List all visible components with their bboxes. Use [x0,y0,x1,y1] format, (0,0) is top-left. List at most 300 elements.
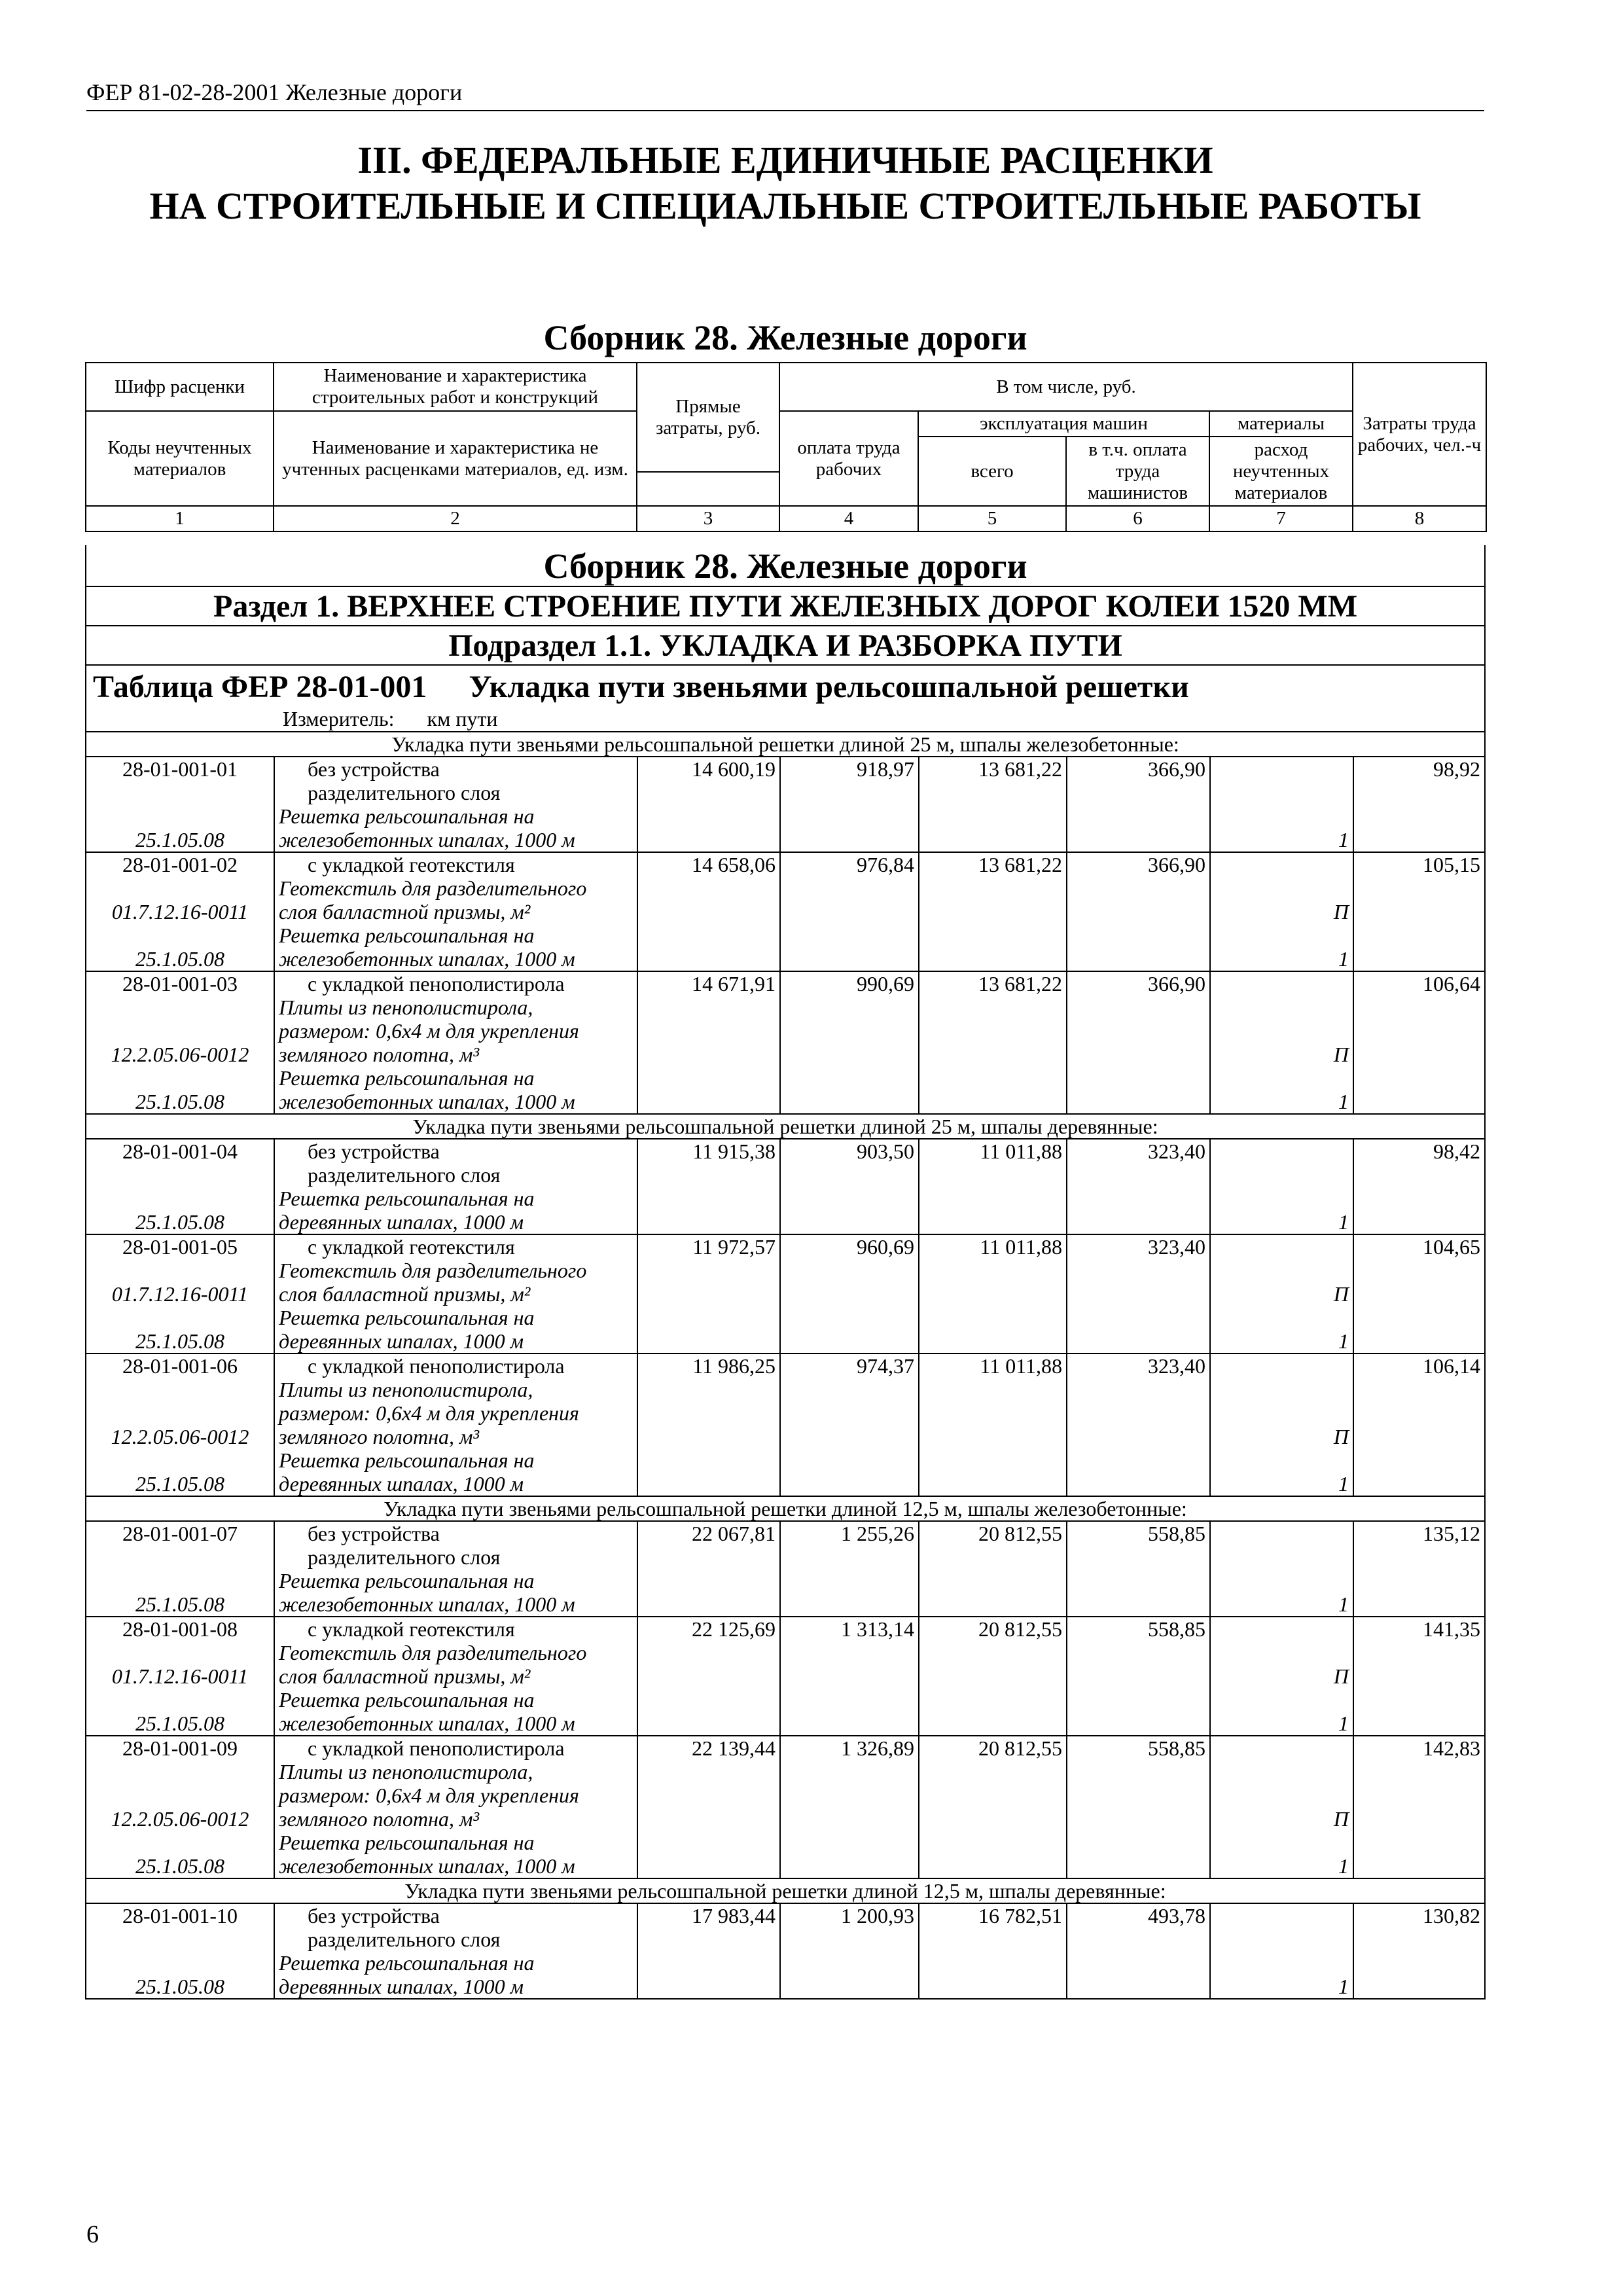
empty-cell [1067,1951,1210,1975]
material-row [86,900,1484,924]
rate-row [86,757,1484,781]
table-name: Укладка пути звеньями рельсошпальной решетки [469,670,1189,704]
empty-cell [1067,900,1210,924]
material-code: 01.7.12.16-0011 [111,900,249,924]
material-code [86,876,274,900]
empty-cell [86,1163,274,1187]
rate-row [86,1903,1484,1928]
group-label: Укладка пути звеньями рельсошпальной решетки длиной 12,5 м, шпалы деревянные: [86,1878,1484,1903]
empty-cell [637,924,780,947]
empty-cell [1353,1831,1484,1854]
rate-direct-costs: 14 671,91 [637,971,780,996]
empty-cell [637,804,780,828]
band-subsection: Подраздел 1.1. УКЛАДКА И РАЗБОРКА ПУТИ [86,626,1484,666]
rate-work-name: с укладкой геотекстиля [274,852,637,876]
material-row [86,1425,1484,1448]
rate-labor-hours: 106,64 [1353,971,1484,996]
empty-cell [780,1760,919,1784]
empty-cell [1067,828,1210,852]
rate-machinists-pay: 493,78 [1067,1903,1210,1928]
empty-cell [919,1282,1067,1306]
running-head: ФЕР 81-02-28-2001 Железные дороги [86,77,1484,111]
material-row [86,828,1484,852]
empty-cell [1067,1472,1210,1496]
material-mark: П [1210,1807,1353,1831]
empty-cell [780,1019,919,1043]
empty-cell [1353,1928,1484,1951]
empty-cell [637,1448,780,1472]
rate-work-name: с укладкой геотекстиля [274,1617,637,1641]
material-row [86,1760,1484,1784]
rate-machines-total: 20 812,55 [919,1521,1067,1545]
rate-code: 28-01-001-01 [86,757,274,781]
rate-direct-costs: 11 972,57 [637,1234,780,1259]
rate-direct-costs: 17 983,44 [637,1903,780,1928]
material-code [86,1306,274,1329]
empty-cell [919,1951,1067,1975]
material-row [86,1306,1484,1329]
empty-cell [637,1928,780,1951]
empty-cell [637,1831,780,1854]
rate-labor-pay: 960,69 [780,1234,919,1259]
material-code: 25.1.05.08 [135,1329,224,1353]
table-code: Таблица ФЕР 28-01-001 [93,670,427,704]
rate-row [86,971,1484,996]
empty-cell [637,1329,780,1354]
group-label: Укладка пути звеньями рельсошпальной решетки длиной 25 м, шпалы деревянные: [86,1114,1484,1139]
empty-cell [637,1306,780,1329]
band-collection: Сборник 28. Железные дороги [86,545,1484,587]
material-row [86,947,1484,971]
rate-direct-costs: 14 658,06 [637,852,780,876]
empty-cell [1067,1043,1210,1066]
header-machinists-pay: в т.ч. оплата труда машинистов [1066,437,1209,506]
material-mark [1210,1831,1353,1854]
material-code: 25.1.05.08 [135,1472,224,1496]
material-row [86,924,1484,947]
empty-cell [1353,1592,1484,1617]
rate-direct-costs: 22 125,69 [637,1617,780,1641]
empty-cell [780,1854,919,1878]
material-name: железобетонных шпалах, 1000 м [274,1712,637,1736]
empty-cell [919,1066,1067,1090]
empty-cell [919,1448,1067,1472]
rate-direct-costs: 22 139,44 [637,1736,780,1760]
material-code [86,924,274,947]
empty-cell [637,828,780,852]
material-row [86,1784,1484,1807]
section-heading-line-2: НА СТРОИТЕЛЬНЫЕ И СПЕЦИАЛЬНЫЕ СТРОИТЕЛЬНЫЕ РАБОТЫ [149,185,1421,227]
header-number: 7 [1209,506,1353,531]
empty-cell [1067,876,1210,900]
material-mark: П [1210,900,1353,924]
empty-cell [1210,1545,1353,1569]
empty-cell [637,1569,780,1592]
empty-cell [780,1401,919,1425]
material-row [86,876,1484,900]
material-mark: П [1210,1664,1353,1688]
rate-work-name: без устройства [274,1139,637,1163]
material-mark: 1 [1210,1090,1353,1114]
material-row [86,1712,1484,1736]
empty-cell [919,1569,1067,1592]
empty-cell [780,1378,919,1401]
rate-labor-hours: 142,83 [1353,1736,1484,1760]
material-name: размером: 0,6х4 м для укрепления [274,1401,637,1425]
material-row [86,1807,1484,1831]
empty-cell [780,1282,919,1306]
material-mark [1210,1784,1353,1807]
material-mark [1210,1688,1353,1712]
material-row [86,1019,1484,1043]
empty-cell [86,1928,274,1951]
empty-cell [1067,924,1210,947]
material-mark: 1 [1210,828,1353,852]
rate-row-cont [86,1163,1484,1187]
header-numbers-row [86,506,1486,531]
empty-cell [780,1928,919,1951]
material-code [86,996,274,1019]
empty-cell [1067,1378,1210,1401]
rate-work-name: с укладкой пенополистирола [274,971,637,996]
empty-cell [780,876,919,900]
empty-cell [1353,1712,1484,1736]
unit-line [283,706,498,731]
empty-cell [919,947,1067,971]
empty-cell [919,1019,1067,1043]
rate-machines-total: 13 681,22 [919,971,1067,996]
header-number: 2 [274,506,637,531]
empty-cell [1353,1306,1484,1329]
empty-cell [1353,1043,1484,1066]
material-name: Решетка рельсошпальная на [274,1951,637,1975]
material-mark: 1 [1210,1854,1353,1878]
header-code: Шифр расценки [86,363,274,411]
empty-cell [919,1043,1067,1066]
material-name: железобетонных шпалах, 1000 м [274,828,637,852]
empty-cell [780,1831,919,1854]
empty-cell [1067,1928,1210,1951]
rate-labor-hours: 106,14 [1353,1354,1484,1378]
empty-cell [1353,804,1484,828]
material-row [86,1569,1484,1592]
empty-cell [86,1545,274,1569]
empty-cell [919,1592,1067,1617]
material-row [86,1975,1484,1998]
empty-cell [919,1784,1067,1807]
material-name: Плиты из пенополистирола, [274,1760,637,1784]
empty-cell [1067,1163,1210,1187]
rate-labor-pay: 918,97 [780,757,919,781]
rate-labor-pay: 974,37 [780,1354,919,1378]
material-row [86,1187,1484,1210]
header-incl: В том числе, руб. [779,363,1353,411]
empty-cell [637,1090,780,1114]
material-row [86,1090,1484,1114]
empty-cell [1353,1664,1484,1688]
empty-cell [780,1641,919,1664]
empty-cell [1067,1306,1210,1329]
empty-cell [1067,1760,1210,1784]
table-body [85,545,1486,2000]
empty-cell [637,1259,780,1282]
material-name: Решетка рельсошпальная на [274,1306,637,1329]
empty-cell [1353,781,1484,804]
header-materials-consumption: расход неучтенных материалов [1209,437,1353,506]
material-name: земляного полотна, м³ [274,1807,637,1831]
material-code [86,1448,274,1472]
empty-cell [637,1545,780,1569]
empty-cell [86,781,274,804]
material-name: Решетка рельсошпальная на [274,1066,637,1090]
material-code: 25.1.05.08 [135,1854,224,1878]
empty-cell [1067,1090,1210,1114]
empty-cell [919,1163,1067,1187]
material-row [86,1854,1484,1878]
material-mark [1210,1569,1353,1592]
section-heading [86,137,1484,229]
rate-row-cont [86,1545,1484,1569]
empty-cell [1067,1664,1210,1688]
header-work-name: Наименование и характеристика строительных работ и конструкций [274,363,637,411]
rate-labor-hours: 135,12 [1353,1521,1484,1545]
empty-cell [780,1259,919,1282]
empty-cell [919,1329,1067,1354]
empty-cell [637,1784,780,1807]
header-direct-costs: Прямые затраты, руб. [637,363,779,472]
material-name: Решетка рельсошпальная на [274,1688,637,1712]
rate-direct-costs: 22 067,81 [637,1521,780,1545]
section-heading-line-1: III. ФЕДЕРАЛЬНЫЕ ЕДИНИЧНЫЕ РАСЦЕНКИ [357,139,1213,181]
empty-cell [1067,804,1210,828]
material-mark: 1 [1210,947,1353,971]
rate-row [86,1521,1484,1545]
rate-machines-total: 16 782,51 [919,1903,1067,1928]
material-mark [1210,1259,1353,1282]
empty-cell [780,996,919,1019]
empty-cell [780,1472,919,1496]
rate-row [86,1736,1484,1760]
empty-cell [1067,1401,1210,1425]
group-row [86,1878,1484,1903]
empty-cell [780,1329,919,1354]
empty-cell [780,1688,919,1712]
rate-row-cont [86,1928,1484,1951]
rate-work-name: с укладкой геотекстиля [274,1234,637,1259]
rate-materials-empty [1210,757,1353,781]
empty-cell [1353,1090,1484,1114]
header-labor-hours: Затраты труда рабочих, чел.-ч [1353,363,1486,506]
empty-cell [919,1664,1067,1688]
collection-title: Сборник 28. Железные дороги [543,318,1027,357]
rate-machinists-pay: 558,85 [1067,1617,1210,1641]
empty-cell [1067,1282,1210,1306]
rate-labor-pay: 1 255,26 [780,1521,919,1545]
unit-value: км пути [427,707,498,730]
material-name: железобетонных шпалах, 1000 м [274,1854,637,1878]
material-code: 25.1.05.08 [135,828,224,852]
empty-cell [637,1592,780,1617]
empty-cell [1353,1641,1484,1664]
rate-code: 28-01-001-09 [86,1736,274,1760]
material-code [86,1760,274,1784]
group-label: Укладка пути звеньями рельсошпальной решетки длиной 12,5 м, шпалы железобетонные: [86,1496,1484,1521]
material-row [86,996,1484,1019]
empty-cell [1067,1425,1210,1448]
rate-work-name-cont: разделительного слоя [274,1545,637,1569]
empty-cell [780,1425,919,1448]
empty-cell [1067,1975,1210,1998]
empty-cell [919,1090,1067,1114]
rate-materials-empty [1210,971,1353,996]
material-mark: П [1210,1282,1353,1306]
empty-cell [1067,1712,1210,1736]
material-code: 12.2.05.06-0012 [111,1807,249,1831]
rate-machines-total: 11 011,88 [919,1234,1067,1259]
header-number: 5 [918,506,1066,531]
empty-cell [919,900,1067,924]
page-number: 6 [86,2221,99,2248]
empty-cell [1067,1448,1210,1472]
empty-cell [780,1807,919,1831]
empty-cell [780,1043,919,1066]
material-row [86,1664,1484,1688]
material-mark: 1 [1210,1329,1353,1354]
empty-cell [1353,1210,1484,1234]
rate-code: 28-01-001-05 [86,1234,274,1259]
empty-cell [780,1090,919,1114]
material-mark [1210,1760,1353,1784]
rate-code: 28-01-001-08 [86,1617,274,1641]
material-row [86,1688,1484,1712]
rate-machinists-pay: 558,85 [1067,1521,1210,1545]
empty-cell [1353,1187,1484,1210]
material-mark [1210,1448,1353,1472]
rate-labor-pay: 976,84 [780,852,919,876]
rate-machinists-pay: 558,85 [1067,1736,1210,1760]
empty-cell [1353,1066,1484,1090]
empty-cell [637,1019,780,1043]
empty-cell [919,1760,1067,1784]
empty-cell [1353,1760,1484,1784]
material-name: деревянных шпалах, 1000 м [274,1975,637,1998]
material-code [86,1378,274,1401]
rate-materials-empty [1210,852,1353,876]
empty-cell [1067,996,1210,1019]
material-code [86,1784,274,1807]
group-row [86,1496,1484,1521]
empty-cell [1067,1259,1210,1282]
rate-row [86,852,1484,876]
rate-row-cont [86,781,1484,804]
material-mark: 1 [1210,1592,1353,1617]
empty-cell [1067,1854,1210,1878]
empty-cell [780,1569,919,1592]
empty-cell [1353,1448,1484,1472]
empty-cell [1067,1019,1210,1043]
rate-machinists-pay: 323,40 [1067,1234,1210,1259]
material-name: Плиты из пенополистирола, [274,1378,637,1401]
rate-direct-costs: 11 915,38 [637,1139,780,1163]
rate-materials-empty [1210,1521,1353,1545]
empty-cell [919,1712,1067,1736]
material-code: 25.1.05.08 [135,947,224,971]
rate-row [86,1354,1484,1378]
empty-cell [780,828,919,852]
rate-code: 28-01-001-07 [86,1521,274,1545]
empty-cell [1067,947,1210,971]
empty-cell [1067,1641,1210,1664]
group-row [86,1114,1484,1139]
rate-code: 28-01-001-10 [86,1903,274,1928]
material-name: Решетка рельсошпальная на [274,1448,637,1472]
material-code: 25.1.05.08 [135,1090,224,1113]
material-mark [1210,1951,1353,1975]
empty-cell [780,1210,919,1234]
material-name: деревянных шпалах, 1000 м [274,1210,637,1234]
empty-cell [780,1975,919,1998]
empty-cell [1067,1066,1210,1090]
material-name: слоя балластной призмы, м² [274,900,637,924]
empty-cell [637,1378,780,1401]
rate-machines-total: 11 011,88 [919,1139,1067,1163]
empty-cell [919,1641,1067,1664]
empty-cell [637,1975,780,1998]
material-name: Решетка рельсошпальная на [274,1831,637,1854]
material-mark: 1 [1210,1712,1353,1736]
empty-cell [637,1187,780,1210]
material-row [86,1472,1484,1496]
material-name: Плиты из пенополистирола, [274,996,637,1019]
empty-cell [919,1807,1067,1831]
material-row [86,1592,1484,1617]
material-mark [1210,1066,1353,1090]
empty-cell [780,947,919,971]
material-name: железобетонных шпалах, 1000 м [274,947,637,971]
rate-materials-empty [1210,1736,1353,1760]
material-code: 01.7.12.16-0011 [111,1282,249,1306]
empty-cell [780,781,919,804]
empty-cell [919,924,1067,947]
rate-materials-empty [1210,1234,1353,1259]
material-code: 25.1.05.08 [135,1975,224,1998]
material-row [86,1210,1484,1234]
empty-cell [780,1784,919,1807]
empty-cell [1353,1545,1484,1569]
material-code [86,1831,274,1854]
empty-cell [637,1854,780,1878]
empty-cell [1353,1975,1484,1998]
empty-cell [1353,1807,1484,1831]
material-name: Геотекстиль для разделительного [274,1641,637,1664]
header-labor-pay: оплата труда рабочих [779,411,918,506]
material-row [86,1066,1484,1090]
empty-cell [919,1854,1067,1878]
material-name: размером: 0,6х4 м для укрепления [274,1784,637,1807]
header-machines-total: всего [918,437,1066,506]
empty-cell [919,1306,1067,1329]
material-code [86,1641,274,1664]
rate-work-name: с укладкой пенополистирола [274,1736,637,1760]
empty-cell [1353,924,1484,947]
empty-cell [1353,1854,1484,1878]
empty-cell [919,876,1067,900]
empty-cell [919,1259,1067,1282]
material-mark [1210,1378,1353,1401]
empty-cell [919,1545,1067,1569]
rate-labor-hours: 104,65 [1353,1234,1484,1259]
empty-cell [1353,1329,1484,1354]
